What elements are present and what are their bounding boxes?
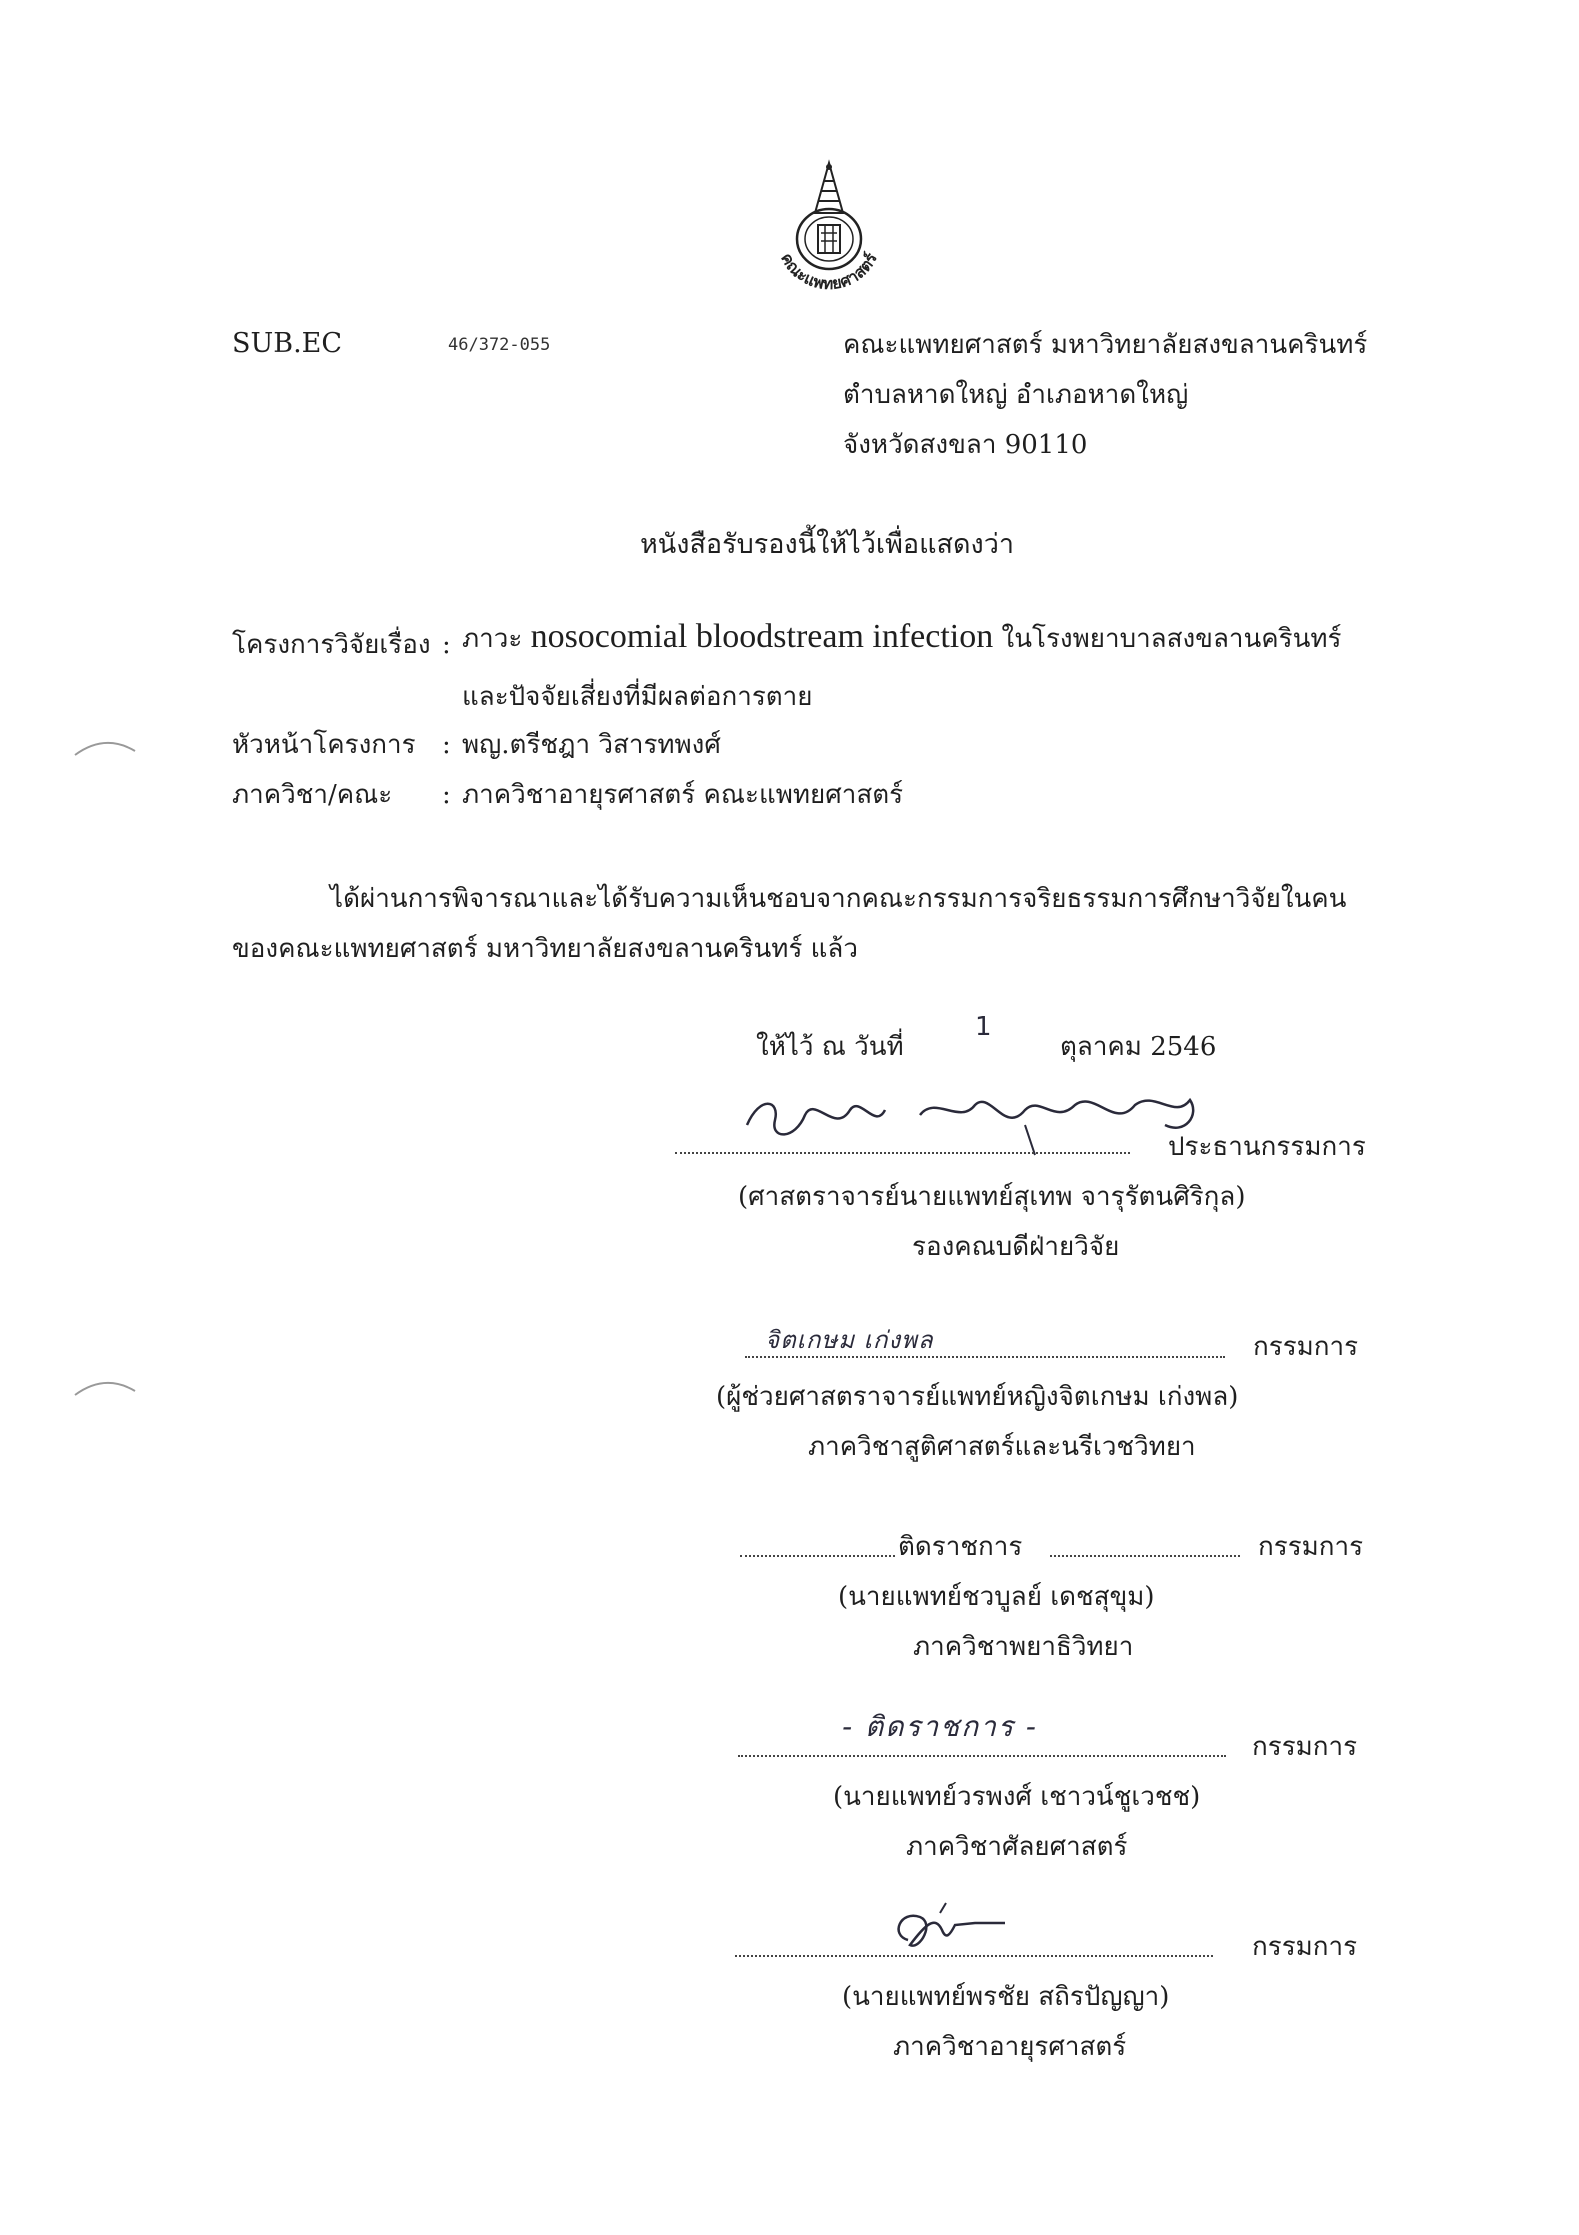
signature-line-chair	[675, 1152, 1130, 1154]
project-label: โครงการวิจัยเรื่อง	[232, 630, 431, 660]
punch-hole-mark-bottom	[70, 1375, 140, 1405]
project-title-prefix: ภาวะ	[462, 624, 523, 654]
department-label: ภาควิชา/คณะ	[232, 780, 393, 810]
signature-member-1: จิตเกษม เก่งพล	[765, 1326, 934, 1354]
role-chair: ประธานกรรมการ	[1168, 1132, 1366, 1162]
document-title: หนังสือรับรองนี้ให้ไว้เพื่อแสดงว่า	[640, 529, 1015, 560]
signature-line-member-2-right	[1050, 1555, 1240, 1557]
svg-text:คณะแพทยศาสตร์	[777, 250, 881, 294]
head-colon: :	[442, 730, 451, 760]
project-title-line-2: และปัจจัยเสี่ยงที่มีผลต่อการตาย	[462, 682, 813, 712]
signature-line-member-4	[735, 1955, 1213, 1957]
project-colon: :	[442, 630, 451, 660]
name-member-2: (นายแพทย์ชวบูลย์ เดชสุขุม)	[838, 1582, 1155, 1612]
position-member-1: ภาควิชาสูติศาสตร์และนรีเวชวิทยา	[808, 1432, 1196, 1462]
role-member-4: กรรมการ	[1252, 1932, 1358, 1962]
name-member-4: (นายแพทย์พรชัย สถิรปัญญา)	[842, 1982, 1170, 2012]
body-line-1: ได้ผ่านการพิจารณาและได้รับความเห็นชอบจากคณะกรรมการจริยธรรมการศึกษาวิจัยในคน	[330, 884, 1347, 914]
role-member-3: กรรมการ	[1252, 1732, 1358, 1762]
project-title-english: nosocomial bloodstream infection	[530, 618, 994, 655]
position-member-3: ภาควิชาศัลยศาสตร์	[906, 1832, 1128, 1862]
signature-line-member-3	[738, 1755, 1226, 1757]
department-value: ภาควิชาอายุรศาสตร์ คณะแพทยศาสตร์	[462, 780, 904, 810]
name-member-1: (ผู้ช่วยศาสตราจารย์แพทย์หญิงจิตเกษม เก่งพล)	[716, 1382, 1239, 1412]
signature-chair	[735, 1080, 1215, 1160]
department-colon: :	[442, 780, 451, 810]
signature-note-member-2: ติดราชการ	[898, 1532, 1023, 1562]
body-line-2: ของคณะแพทยศาสตร์ มหาวิทยาลัยสงขลานครินทร์ แล้ว	[232, 934, 858, 964]
role-member-2: กรรมการ	[1258, 1532, 1364, 1562]
position-member-4: ภาควิชาอายุรศาสตร์	[893, 2032, 1127, 2062]
date-prefix: ให้ไว้ ณ วันที่	[756, 1032, 904, 1062]
address-line-3: จังหวัดสงขลา 90110	[843, 430, 1088, 460]
project-title-suffix: ในโรงพยาบาลสงขลานครินทร์	[1001, 624, 1342, 654]
head-value: พญ.ตรีชฎา วิสารทพงศ์	[462, 730, 721, 760]
head-label: หัวหน้าโครงการ	[232, 730, 416, 760]
signature-line-member-2-left	[740, 1555, 895, 1557]
seal-text: คณะแพทยศาสตร์	[777, 249, 881, 294]
role-member-1: กรรมการ	[1253, 1332, 1359, 1362]
name-member-3: (นายแพทย์วรพงศ์ เชาวน์ชูเวชช)	[833, 1782, 1201, 1812]
faculty-seal-logo	[755, 155, 900, 295]
punch-hole-mark-top	[70, 735, 140, 765]
document-code: SUB.EC	[232, 328, 343, 359]
address-line-1: คณะแพทยศาสตร์ มหาวิทยาลัยสงขลานครินทร์	[843, 330, 1368, 360]
position-chair: รองคณบดีฝ่ายวิจัย	[912, 1232, 1120, 1262]
address-line-2: ตำบลหาดใหญ่ อำเภอหาดใหญ่	[843, 380, 1189, 410]
reference-number: 46/372-055	[448, 335, 551, 355]
position-member-2: ภาควิชาพยาธิวิทยา	[913, 1632, 1134, 1662]
signature-member-3: - ติดราชการ -	[842, 1710, 1038, 1743]
date-month-year: ตุลาคม 2546	[1060, 1032, 1217, 1062]
date-day-handwritten: 1	[975, 1012, 992, 1042]
signature-line-member-1	[745, 1356, 1225, 1358]
project-title	[462, 618, 1342, 655]
name-chair: (ศาสตราจารย์นายแพทย์สุเทพ จารุรัตนศิริกุล)	[738, 1182, 1246, 1212]
